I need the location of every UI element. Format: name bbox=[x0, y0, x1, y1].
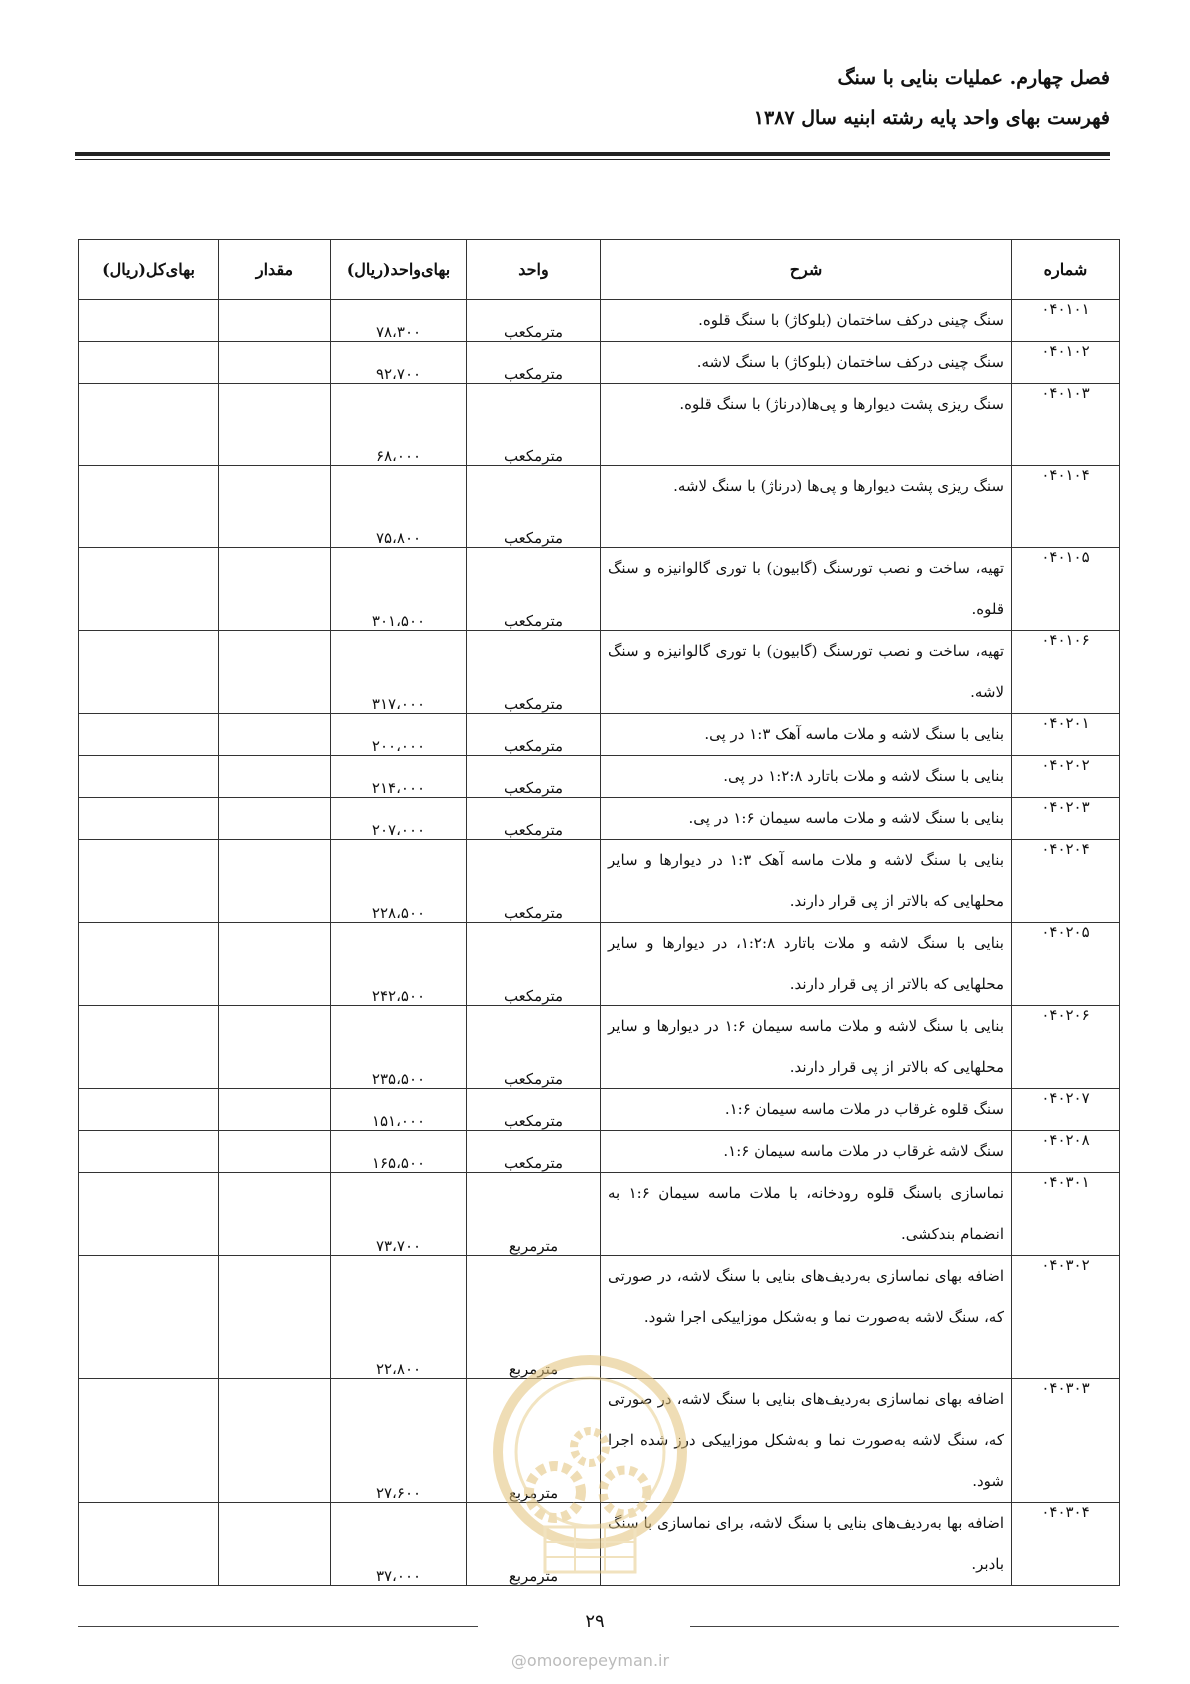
item-unit: مترمکعب bbox=[467, 840, 601, 923]
item-number: ۰۴۰۳۰۱ bbox=[1012, 1173, 1120, 1256]
item-unit-price: ۲۲،۸۰۰ bbox=[331, 1256, 467, 1379]
item-quantity bbox=[219, 466, 331, 548]
item-description: سنگ ریزی پشت دیوارها و پی‌ها(درناژ) با سنگ قلوه. bbox=[601, 384, 1012, 466]
item-total-price bbox=[79, 840, 219, 923]
item-number: ۰۴۰۲۰۸ bbox=[1012, 1131, 1120, 1173]
table-row bbox=[79, 631, 1120, 714]
item-quantity bbox=[219, 1256, 331, 1379]
item-total-price bbox=[79, 548, 219, 631]
item-unit-price: ۲۳۵،۵۰۰ bbox=[331, 1006, 467, 1089]
item-quantity bbox=[219, 548, 331, 631]
item-total-price bbox=[79, 300, 219, 342]
item-unit-price: ۳۷،۰۰۰ bbox=[331, 1503, 467, 1586]
item-number: ۰۴۰۳۰۲ bbox=[1012, 1256, 1120, 1379]
item-quantity bbox=[219, 1006, 331, 1089]
item-quantity bbox=[219, 714, 331, 756]
item-quantity bbox=[219, 1131, 331, 1173]
item-total-price bbox=[79, 466, 219, 548]
item-unit: مترمکعب bbox=[467, 1089, 601, 1131]
item-quantity bbox=[219, 631, 331, 714]
item-description: اضافه بهای نماسازی به‌ردیف‌های بنایی با سنگ لاشه، در صورتی که، سنگ لاشه به‌صورت نما و به‌شکل موزاییکی اجرا شود. bbox=[601, 1256, 1012, 1379]
table-row bbox=[79, 1131, 1120, 1173]
item-unit-price: ۷۸،۳۰۰ bbox=[331, 300, 467, 342]
item-unit: مترمکعب bbox=[467, 756, 601, 798]
table-row bbox=[79, 714, 1120, 756]
item-description: اضافه بها به‌ردیف‌های بنایی با سنگ لاشه، برای نماسازی با سنگ بادبر. bbox=[601, 1503, 1012, 1586]
item-unit-price: ۶۸،۰۰۰ bbox=[331, 384, 467, 466]
item-quantity bbox=[219, 923, 331, 1006]
item-number: ۰۴۰۲۰۳ bbox=[1012, 798, 1120, 840]
item-total-price bbox=[79, 1006, 219, 1089]
item-unit-price: ۲۰۰،۰۰۰ bbox=[331, 714, 467, 756]
item-quantity bbox=[219, 1173, 331, 1256]
item-unit: مترمکعب bbox=[467, 923, 601, 1006]
item-unit: مترمکعب bbox=[467, 384, 601, 466]
item-number: ۰۴۰۲۰۶ bbox=[1012, 1006, 1120, 1089]
item-total-price bbox=[79, 923, 219, 1006]
watermark-text: @omoorepeyman.ir bbox=[510, 1651, 670, 1670]
item-description: سنگ چینی درکف ساختمان (بلوکاژ) با سنگ لاشه. bbox=[601, 342, 1012, 384]
item-number: ۰۴۰۳۰۳ bbox=[1012, 1379, 1120, 1503]
item-total-price bbox=[79, 342, 219, 384]
page-header bbox=[75, 58, 1110, 138]
item-total-price bbox=[79, 798, 219, 840]
table-row bbox=[79, 342, 1120, 384]
item-quantity bbox=[219, 1089, 331, 1131]
header-rule-thick bbox=[75, 152, 1110, 156]
column-header-unit: واحد bbox=[467, 240, 601, 300]
item-unit: مترمربع bbox=[467, 1173, 601, 1256]
item-number: ۰۴۰۱۰۱ bbox=[1012, 300, 1120, 342]
item-total-price bbox=[79, 1131, 219, 1173]
item-total-price bbox=[79, 1379, 219, 1503]
column-header-quantity: مقدار bbox=[219, 240, 331, 300]
item-description: سنگ چینی درکف ساختمان (بلوکاژ) با سنگ قلوه. bbox=[601, 300, 1012, 342]
item-unit: مترمکعب bbox=[467, 714, 601, 756]
item-quantity bbox=[219, 384, 331, 466]
chapter-title: فصل چهارم. عملیات بنایی با سنگ bbox=[837, 67, 1110, 89]
price-table bbox=[78, 239, 1120, 1586]
table-row bbox=[79, 756, 1120, 798]
item-unit: مترمکعب bbox=[467, 798, 601, 840]
item-description: بنایی با سنگ لاشه و ملات ماسه آهک ۱:۳ در دیوارها و سایر محلهایی که بالاتر از پی قرار دارند. bbox=[601, 840, 1012, 923]
item-unit-price: ۲۷،۶۰۰ bbox=[331, 1379, 467, 1503]
item-description: تهیه، ساخت و نصب تورسنگ (گابیون) با توری گالوانیزه و سنگ لاشه. bbox=[601, 631, 1012, 714]
column-header-unit-price: بهای‌واحد(ریال) bbox=[331, 240, 467, 300]
item-unit-price: ۲۴۲،۵۰۰ bbox=[331, 923, 467, 1006]
item-number: ۰۴۰۲۰۲ bbox=[1012, 756, 1120, 798]
table-row bbox=[79, 1379, 1120, 1503]
item-unit-price: ۲۰۷،۰۰۰ bbox=[331, 798, 467, 840]
item-total-price bbox=[79, 714, 219, 756]
item-total-price bbox=[79, 1089, 219, 1131]
item-unit: مترمکعب bbox=[467, 1131, 601, 1173]
table-row bbox=[79, 840, 1120, 923]
item-unit: مترمکعب bbox=[467, 1006, 601, 1089]
item-unit: مترمکعب bbox=[467, 548, 601, 631]
item-unit-price: ۲۲۸،۵۰۰ bbox=[331, 840, 467, 923]
item-unit-price: ۱۶۵،۵۰۰ bbox=[331, 1131, 467, 1173]
item-unit-price: ۲۱۴،۰۰۰ bbox=[331, 756, 467, 798]
item-description: بنایی با سنگ لاشه و ملات ماسه آهک ۱:۳ در پی. bbox=[601, 714, 1012, 756]
item-number: ۰۴۰۱۰۶ bbox=[1012, 631, 1120, 714]
item-total-price bbox=[79, 756, 219, 798]
item-quantity bbox=[219, 840, 331, 923]
table-row bbox=[79, 466, 1120, 548]
table-row bbox=[79, 1173, 1120, 1256]
item-total-price bbox=[79, 1173, 219, 1256]
item-unit: مترمکعب bbox=[467, 342, 601, 384]
item-quantity bbox=[219, 300, 331, 342]
list-title: فهرست بهای واحد پایه رشته ابنیه سال ۱۳۸۷ bbox=[753, 107, 1110, 129]
item-quantity bbox=[219, 756, 331, 798]
item-unit-price: ۱۵۱،۰۰۰ bbox=[331, 1089, 467, 1131]
item-unit-price: ۳۱۷،۰۰۰ bbox=[331, 631, 467, 714]
table-row bbox=[79, 300, 1120, 342]
item-unit: مترمربع bbox=[467, 1379, 601, 1503]
item-unit-price: ۷۳،۷۰۰ bbox=[331, 1173, 467, 1256]
item-unit-price: ۷۵،۸۰۰ bbox=[331, 466, 467, 548]
table-row bbox=[79, 1503, 1120, 1586]
item-description: سنگ لاشه غرقاب در ملات ماسه سیمان ۱:۶. bbox=[601, 1131, 1012, 1173]
footer-rule-left bbox=[78, 1626, 478, 1627]
item-total-price bbox=[79, 1503, 219, 1586]
column-header-total-price: بهای‌کل(ریال) bbox=[79, 240, 219, 300]
item-number: ۰۴۰۱۰۵ bbox=[1012, 548, 1120, 631]
item-description: سنگ قلوه غرقاب در ملات ماسه سیمان ۱:۶. bbox=[601, 1089, 1012, 1131]
item-description: اضافه بهای نماسازی به‌ردیف‌های بنایی با سنگ لاشه، در صورتی که، سنگ لاشه به‌صورت نما و به‌شکل موزاییکی درز شده اجرا شود. bbox=[601, 1379, 1012, 1503]
table-header-row bbox=[79, 240, 1120, 300]
header-rule-thin bbox=[75, 159, 1110, 160]
item-number: ۰۴۰۱۰۲ bbox=[1012, 342, 1120, 384]
item-number: ۰۴۰۱۰۴ bbox=[1012, 466, 1120, 548]
table-row bbox=[79, 798, 1120, 840]
item-description: نماسازی باسنگ قلوه رودخانه، با ملات ماسه سیمان ۱:۶ به انضمام بندکشی. bbox=[601, 1173, 1012, 1256]
footer-rule-right bbox=[690, 1626, 1119, 1627]
item-quantity bbox=[219, 1379, 331, 1503]
table-row bbox=[79, 923, 1120, 1006]
item-number: ۰۴۰۲۰۵ bbox=[1012, 923, 1120, 1006]
column-header-number: شماره bbox=[1012, 240, 1120, 300]
item-quantity bbox=[219, 798, 331, 840]
table-row bbox=[79, 1006, 1120, 1089]
item-description: بنایی با سنگ لاشه و ملات باتارد ۱:۲:۸ در پی. bbox=[601, 756, 1012, 798]
item-unit: مترمکعب bbox=[467, 631, 601, 714]
item-number: ۰۴۰۱۰۳ bbox=[1012, 384, 1120, 466]
item-unit: مترمربع bbox=[467, 1256, 601, 1379]
table-row bbox=[79, 1256, 1120, 1379]
item-quantity bbox=[219, 1503, 331, 1586]
item-unit-price: ۹۲،۷۰۰ bbox=[331, 342, 467, 384]
table-row bbox=[79, 548, 1120, 631]
item-description: بنایی با سنگ لاشه و ملات باتارد ۱:۲:۸، در دیوارها و سایر محلهایی که بالاتر از پی قرار دارند. bbox=[601, 923, 1012, 1006]
item-unit-price: ۳۰۱،۵۰۰ bbox=[331, 548, 467, 631]
item-number: ۰۴۰۲۰۱ bbox=[1012, 714, 1120, 756]
item-unit: مترمکعب bbox=[467, 300, 601, 342]
item-quantity bbox=[219, 342, 331, 384]
table-row bbox=[79, 1089, 1120, 1131]
item-description: سنگ ریزی پشت دیوارها و پی‌ها (درناژ) با سنگ لاشه. bbox=[601, 466, 1012, 548]
item-total-price bbox=[79, 631, 219, 714]
item-unit: مترمکعب bbox=[467, 466, 601, 548]
item-description: تهیه، ساخت و نصب تورسنگ (گابیون) با توری گالوانیزه و سنگ قلوه. bbox=[601, 548, 1012, 631]
item-total-price bbox=[79, 384, 219, 466]
item-number: ۰۴۰۲۰۴ bbox=[1012, 840, 1120, 923]
item-description: بنایی با سنگ لاشه و ملات ماسه سیمان ۱:۶ در دیوارها و سایر محلهایی که بالاتر از پی قرار دارند. bbox=[601, 1006, 1012, 1089]
page-number: ۲۹ bbox=[585, 1611, 605, 1632]
item-number: ۰۴۰۲۰۷ bbox=[1012, 1089, 1120, 1131]
column-header-description: شرح bbox=[601, 240, 1012, 300]
item-unit: مترمربع bbox=[467, 1503, 601, 1586]
table-row bbox=[79, 384, 1120, 466]
item-total-price bbox=[79, 1256, 219, 1379]
item-description: بنایی با سنگ لاشه و ملات ماسه سیمان ۱:۶ در پی. bbox=[601, 798, 1012, 840]
item-number: ۰۴۰۳۰۴ bbox=[1012, 1503, 1120, 1586]
